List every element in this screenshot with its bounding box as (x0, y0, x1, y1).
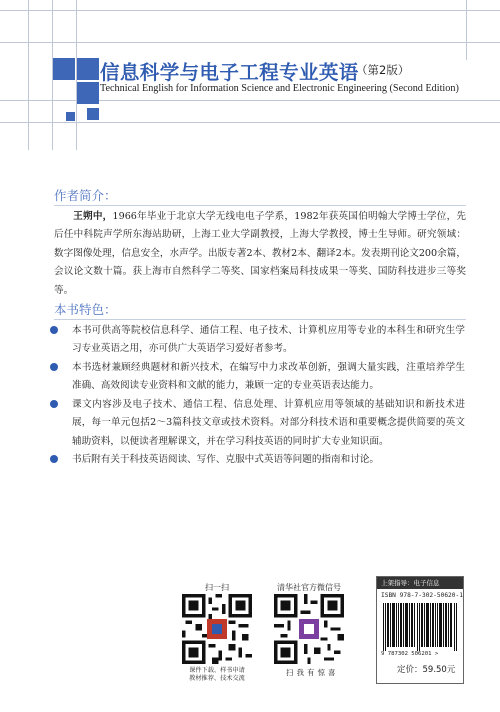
author-bio (54, 208, 466, 300)
book-title-chinese: 信息科学与电子工程专业英语 (100, 61, 359, 84)
barcode-block (376, 576, 464, 684)
book-title-english: Technical English for Information Science and Electronic Engineering (Second Edition) (100, 83, 459, 94)
author-bio-text: 1966年毕业于北京大学无线电电子学系，1982年获英国伯明翰大学博士学位，先后任中科院声学所东海站助研，上海工业大学副教授，上海大学教授，博士生导师。研究领域：数字图像处理，信息安全，水声学。出版专著2本、教材2本、翻译2本。发表期刊论文200余篇，会议论文数十篇。获上海市自然科学二等奖、国家档案局科技成果一等奖、国防科技进步三等奖等。 (54, 211, 466, 296)
qr-code-icon (182, 594, 252, 664)
qr-left-note-line2: 教材推荐、技术交流 (189, 675, 245, 682)
features-section-heading: 本书特色： (54, 302, 117, 317)
qr-code-download[interactable] (182, 594, 252, 664)
author-section-divider (54, 205, 466, 206)
bullet-icon (50, 455, 58, 463)
edition-label: （第2版） (356, 63, 410, 77)
isbn-text: ISBN 978-7-302-50620-1 (381, 592, 463, 599)
qr-right-subtitle: 扫我有惊喜 (286, 668, 339, 677)
bullet-icon (50, 400, 58, 408)
features-section-divider (54, 319, 466, 320)
qr-right-caption: 清华社官方微信号 (277, 583, 341, 592)
author-name: 王朔中， (73, 211, 113, 222)
bullet-icon (50, 363, 58, 371)
qr-code-wechat[interactable] (274, 594, 344, 664)
feature-text: 本书选材兼顾经典题材和新兴技术，在编写中力求改革创新，强调大量实践，注重培养学生准确、高效阅读专业资料和文献的能力，兼顾一定的专业英语表达能力。 (72, 362, 465, 392)
qr-left-note (182, 667, 252, 683)
qr-code-icon (274, 594, 344, 664)
barcode-icon (383, 603, 457, 651)
price-label: 定价：59.50元 (397, 665, 456, 675)
feature-text: 本书可供高等院校信息科学、通信工程、电子技术、计算机应用等专业的本科生和研究生学习专业英语之用，亦可供广大英语学习爱好者参考。 (72, 325, 465, 355)
feature-text: 课文内容涉及电子技术、通信工程、信息处理、计算机应用等领域的基础知识和新技术进展，每一单元包括2～3篇科技文章或技术资料。对部分科技术语和重要概念提供简要的英文辅助资料，以便读者理解课文，并在学习科技英语的同时扩大专业知识面。 (72, 399, 465, 447)
bullet-icon (50, 326, 58, 334)
qr-left-note-line1: 课件下载、样书申请 (189, 667, 245, 674)
shelf-category: 上架指导：电子信息 (377, 577, 463, 589)
barcode-number: 9 787302 506201 > (381, 651, 439, 657)
author-section-heading: 作者简介： (54, 188, 117, 203)
qr-left-caption: 扫一扫 (205, 583, 229, 592)
feature-text: 书后附有关于科技英语阅读、写作、克服中式英语等问题的指南和讨论。 (72, 454, 379, 465)
